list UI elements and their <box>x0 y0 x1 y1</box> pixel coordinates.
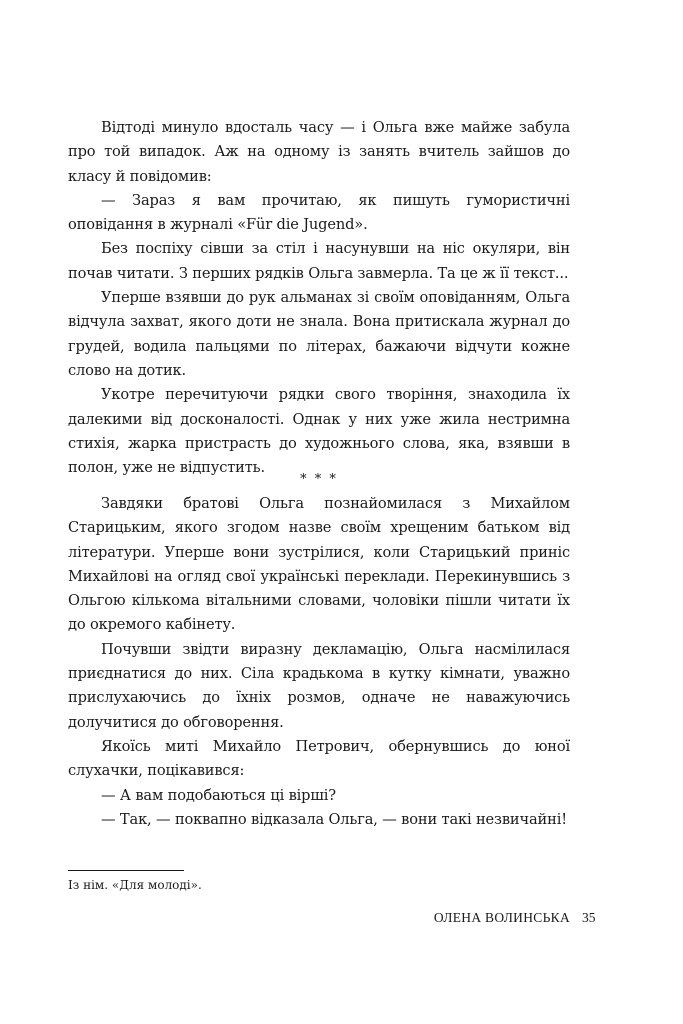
section-separator: * * * <box>300 472 338 487</box>
paragraph: — Зараз я вам прочитаю, як пишуть гумористичні оповідання в журналі «Für die Jugend». <box>68 191 570 234</box>
paragraph: — А вам подобаються ці вірші? <box>101 786 336 804</box>
paragraph: Якоїсь миті Михайло Петрович, обернувшись до юної слухачки, поцікавився: <box>68 737 570 780</box>
paragraph: Укотре перечитуючи рядки свого творіння, знаходила їх далекими від досконалості. Однак у них уже жила нестримна стихія, жарка пристрасть до художнього слова, яка, взявши в полон, уже не відпустить. <box>68 386 570 477</box>
page-number: 35 <box>582 910 596 925</box>
paragraph: Уперше взявши до рук альманах зі своїм оповіданням, Ольга відчула захват, якого доти не знала. Вона притискала журнал до грудей, водила пальцями по літерах, бажаючи відчути кожне слово на дотик. <box>68 289 570 379</box>
footnote <box>68 876 570 894</box>
body-text-section-2 <box>68 492 570 832</box>
paragraph: Відтоді минуло вдосталь часу — і Ольга вже майже забула про той випадок. Аж на одному із занять вчитель зайшов до класу й повідомив: <box>68 119 570 185</box>
paragraph: Почувши звідти виразну декламацію, Ольга насмілилася приєднатися до них. Сіла крадькома в кутку кімнати, уважно прислухаючись до їхніх розмов, одначе не наважуючись долучитися до обговорення. <box>68 640 570 731</box>
paragraph: Завдяки братові Ольга познайомилася з Михайлом Старицьким, якого згодом назве своїм хрещеним батьком від літератури. Уперше вони зустрілися, коли Старицький приніс Михайлові на огляд свої українські переклади. Перекинувшись з Ольгою кількома вітальними словами, чоловіки пішли читати їх до окремого кабінету. <box>68 495 570 634</box>
body-text-section-1 <box>68 116 570 480</box>
paragraph: — Так, — поквапно відказала Ольга, — вони такі незвичайні! <box>101 810 567 828</box>
footnote-divider <box>68 870 184 871</box>
paragraph: Без поспіху сівши за стіл і насунувши на ніс окуляри, він почав читати. З перших рядків Ольга завмерла. Та це ж її текст... <box>68 240 570 282</box>
running-footer-author: ОЛЕНА ВОЛИНСЬКА <box>433 910 570 925</box>
footnote-text: Із нім. «Для молоді». <box>68 878 202 892</box>
